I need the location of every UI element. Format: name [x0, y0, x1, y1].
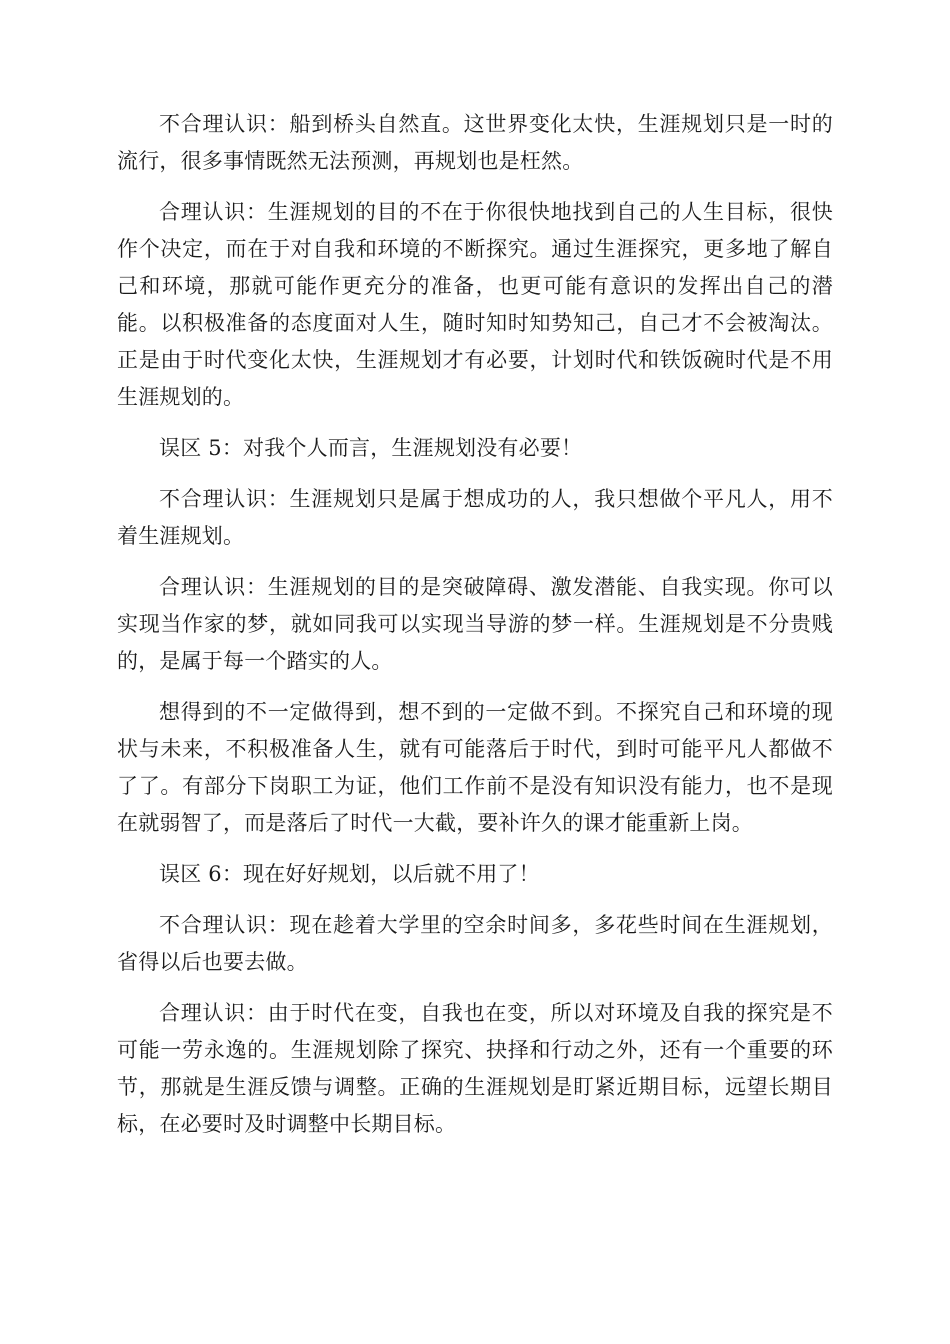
heading-misconception-5: 误区 5：对我个人而言，生涯规划没有必要！	[159, 436, 583, 460]
paragraph-reasonable-view-6: 合理认识：由于时代在变，自我也在变，所以对环境及自我的探究是不可能一劳永逸的。生涯规划除了探究、抉择和行动之外，还有一个重要的环节，那就是生涯反馈与调整。正确的生涯规划是盯紧近期目标，远望长期目标，在必要时及时调整中长期目标。	[117, 1001, 833, 1136]
paragraph-reasonable-view-5: 合理认识：生涯规划的目的是突破障碍、激发潜能、自我实现。你可以实现当作家的梦，就如同我可以实现当导游的梦一样。生涯规划是不分贵贱的，是属于每一个踏实的人。	[117, 575, 833, 673]
paragraph-unreasonable-view-4: 不合理认识：船到桥头自然直。这世界变化太快，生涯规划只是一时的流行，很多事情既然无法预测，再规划也是枉然。	[117, 112, 833, 173]
paragraph-unreasonable-view-6: 不合理认识：现在趁着大学里的空余时间多，多花些时间在生涯规划，省得以后也要去做。	[117, 913, 833, 974]
heading-misconception-6: 误区 6：现在好好规划，以后就不用了！	[159, 862, 540, 886]
document-page	[117, 106, 833, 1157]
paragraph-unreasonable-view-5: 不合理认识：生涯规划只是属于想成功的人，我只想做个平凡人，用不着生涯规划。	[117, 487, 833, 548]
paragraph-explanation-5: 想得到的不一定做得到，想不到的一定做不到。不探究自己和环境的现状与未来，不积极准备人生，就有可能落后于时代，到时可能平凡人都做不了了。有部分下岗职工为证，他们工作前不是没有知识没有能力，也不是现在就弱智了，而是落后了时代一大截，要补许久的课才能重新上岗。	[117, 700, 833, 835]
paragraph-reasonable-view-4: 合理认识：生涯规划的目的不在于你很快地找到自己的人生目标，很快作个决定，而在于对自我和环境的不断探究。通过生涯探究，更多地了解自己和环境，那就可能作更充分的准备，也更可能有意识的发挥出自己的潜能。以积极准备的态度面对人生，随时知时知势知己，自己才不会被淘汰。正是由于时代变化太快，生涯规划才有必要，计划时代和铁饭碗时代是不用生涯规划的。	[117, 200, 833, 409]
